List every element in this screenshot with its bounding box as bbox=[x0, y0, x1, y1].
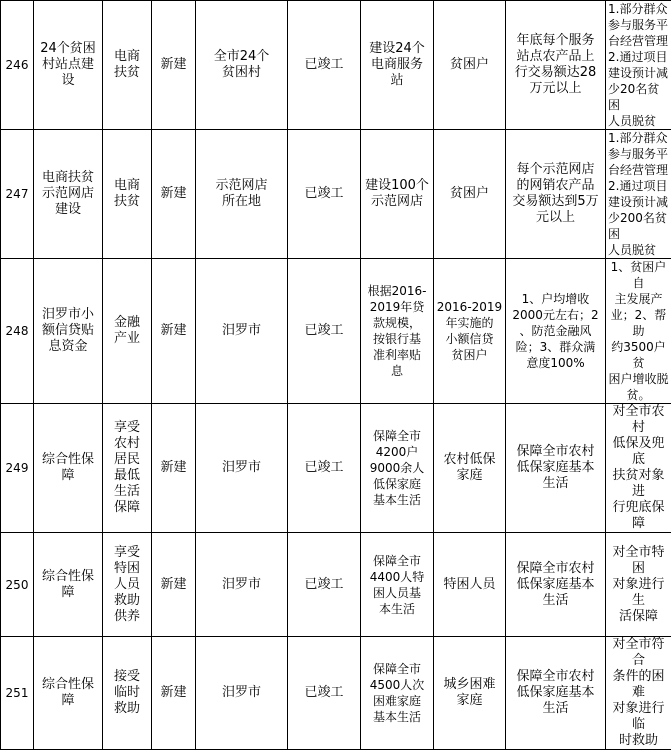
performance-target: 保障全市农村 低保家庭基本 生活 bbox=[506, 533, 606, 637]
performance-target: 年底每个服务 站点农产品上 行交易额达28 万元以上 bbox=[506, 1, 606, 130]
project-category: 接受 临时 救助 bbox=[103, 637, 152, 750]
project-status: 已竣工 bbox=[288, 259, 361, 404]
beneficiary: 贫困户 bbox=[434, 1, 506, 130]
project-status: 已竣工 bbox=[288, 533, 361, 637]
performance-target: 保障全市农村 低保家庭基本 生活 bbox=[506, 404, 606, 533]
construction-type: 新建 bbox=[152, 259, 196, 404]
benefit-mechanism: 1、贫困户自 主发展产 业；2、帮助 约3500户贫 困户增收脱 贫。 bbox=[606, 259, 671, 404]
construction-content: 保障全市 4200户 9000余人 低保家庭 基本生活 bbox=[361, 404, 434, 533]
benefit-mechanism: 对全市农村 低保及兜底 扶贫对象进 行兜底保障 bbox=[606, 404, 671, 533]
benefit-mechanism: 对全市符合 条件的困难 对象进行临 时救助 bbox=[606, 637, 671, 750]
construction-type: 新建 bbox=[152, 1, 196, 130]
performance-target: 每个示范网店 的网销农产品 交易额达到5万 元以上 bbox=[506, 130, 606, 259]
beneficiary: 城乡困难 家庭 bbox=[434, 637, 506, 750]
project-location: 示范网店 所在地 bbox=[196, 130, 288, 259]
benefit-mechanism: 对全市特困 对象进行生 活保障 bbox=[606, 533, 671, 637]
table-row bbox=[1, 533, 671, 637]
project-name: 综合性保 障 bbox=[34, 637, 103, 750]
project-status: 已竣工 bbox=[288, 637, 361, 750]
construction-content: 保障全市 4500人次 困难家庭 基本生活 bbox=[361, 637, 434, 750]
table-row bbox=[1, 1, 671, 130]
construction-content: 建设100个 示范网店 bbox=[361, 130, 434, 259]
construction-type: 新建 bbox=[152, 130, 196, 259]
project-name: 综合性保 障 bbox=[34, 404, 103, 533]
row-number: 248 bbox=[1, 259, 34, 404]
performance-target: 1、户均增收 2000元左右；2 、防范金融风 险；3、群众满 意度100% bbox=[506, 259, 606, 404]
row-number: 249 bbox=[1, 404, 34, 533]
row-number: 246 bbox=[1, 1, 34, 130]
construction-content: 根据2016- 2019年贷 款规模， 按银行基 准利率贴 息 bbox=[361, 259, 434, 404]
project-name: 电商扶贫 示范网店 建设 bbox=[34, 130, 103, 259]
project-name: 24个贫困 村站点建 设 bbox=[34, 1, 103, 130]
table-row bbox=[1, 259, 671, 404]
beneficiary: 特困人员 bbox=[434, 533, 506, 637]
table-row bbox=[1, 637, 671, 750]
project-category: 电商 扶贫 bbox=[103, 130, 152, 259]
project-status: 已竣工 bbox=[288, 404, 361, 533]
row-number: 251 bbox=[1, 637, 34, 750]
project-name: 汨罗市小 额信贷贴 息资金 bbox=[34, 259, 103, 404]
construction-content: 保障全市 4400人特 困人员基 本生活 bbox=[361, 533, 434, 637]
construction-content: 建设24个 电商服务 站 bbox=[361, 1, 434, 130]
project-category: 金融 产业 bbox=[103, 259, 152, 404]
construction-type: 新建 bbox=[152, 404, 196, 533]
project-category: 电商 扶贫 bbox=[103, 1, 152, 130]
table-row bbox=[1, 130, 671, 259]
project-status: 已竣工 bbox=[288, 130, 361, 259]
project-location: 汨罗市 bbox=[196, 637, 288, 750]
beneficiary: 贫困户 bbox=[434, 130, 506, 259]
table-row bbox=[1, 404, 671, 533]
benefit-mechanism: 1.部分群众 参与服务平 台经营管理 2.通过项目 建设预计减 少20名贫困 人员脱贫 bbox=[606, 1, 671, 130]
project-location: 汨罗市 bbox=[196, 404, 288, 533]
benefit-mechanism: 1.部分群众 参与服务平 台经营管理 2.通过项目 建设预计减 少200名贫困 人员脱贫 bbox=[606, 130, 671, 259]
project-category: 享受 农村 居民 最低 生活 保障 bbox=[103, 404, 152, 533]
project-location: 汨罗市 bbox=[196, 533, 288, 637]
construction-type: 新建 bbox=[152, 637, 196, 750]
row-number: 247 bbox=[1, 130, 34, 259]
project-status: 已竣工 bbox=[288, 1, 361, 130]
row-number: 250 bbox=[1, 533, 34, 637]
beneficiary: 农村低保 家庭 bbox=[434, 404, 506, 533]
beneficiary: 2016-2019 年实施的 小额信贷 贫困户 bbox=[434, 259, 506, 404]
project-name: 综合性保 障 bbox=[34, 533, 103, 637]
performance-target: 保障全市农村 低保家庭基本 生活 bbox=[506, 637, 606, 750]
project-location: 汨罗市 bbox=[196, 259, 288, 404]
project-location: 全市24个 贫困村 bbox=[196, 1, 288, 130]
construction-type: 新建 bbox=[152, 533, 196, 637]
project-category: 享受 特困 人员 救助 供养 bbox=[103, 533, 152, 637]
